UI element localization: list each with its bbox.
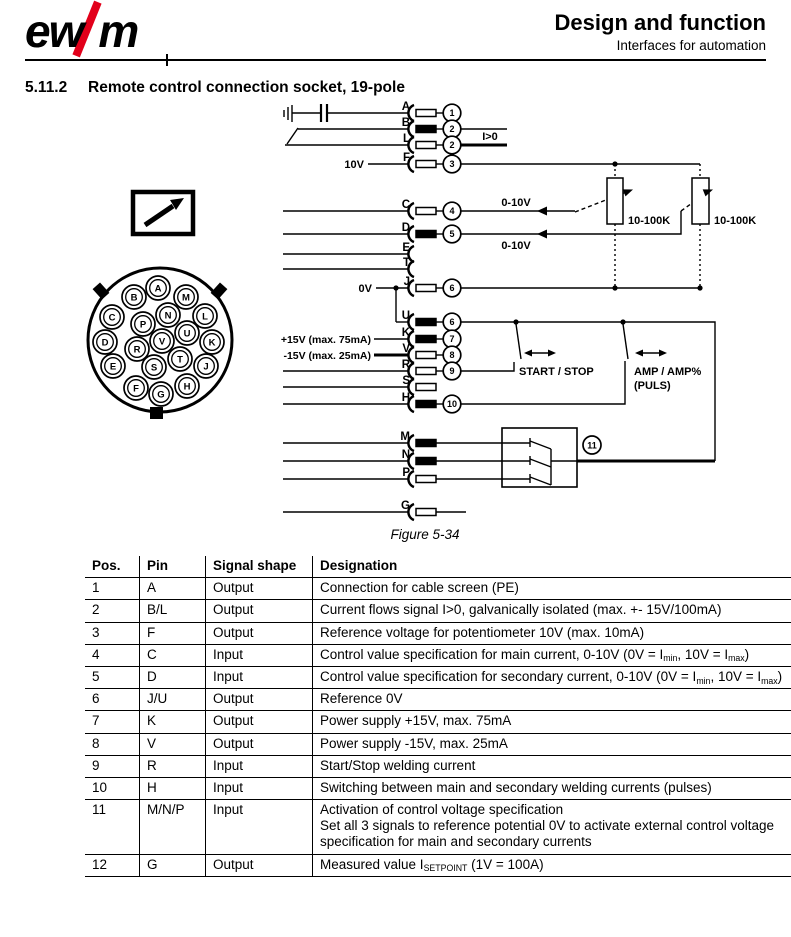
table-row xyxy=(85,644,791,666)
svg-text:M: M xyxy=(400,431,410,443)
cell-desig: Current flows signal I>0, galvanically isolated (max. +- 15V/100mA) xyxy=(313,600,791,622)
socket-pin-F xyxy=(124,376,148,400)
svg-text:V: V xyxy=(158,336,166,348)
label-amp: AMP / AMP% xyxy=(634,366,702,378)
potentiometer-2 xyxy=(692,178,709,224)
svg-text:10: 10 xyxy=(446,399,458,410)
cell-shape: Output xyxy=(206,854,313,876)
cell-pos: 5 xyxy=(85,666,140,688)
page-title: Design and function xyxy=(554,10,766,35)
svg-text:2: 2 xyxy=(449,124,455,135)
diagram-pin-D xyxy=(402,222,461,243)
cell-desig: Switching between main and secondary welding currents (pulses) xyxy=(313,777,791,799)
col-header-pos: Pos. xyxy=(85,556,140,578)
cell-shape: Input xyxy=(206,644,313,666)
socket-pin-B xyxy=(122,285,146,309)
table-row xyxy=(85,622,791,644)
label-current-flow: I>0 xyxy=(482,131,498,143)
relay-number: 11 xyxy=(587,440,597,451)
socket-pin-K xyxy=(200,330,224,354)
socket-pin-J xyxy=(194,354,218,378)
diagram-pin-G xyxy=(401,500,436,520)
col-header-pin: Pin xyxy=(140,556,206,578)
svg-text:C: C xyxy=(108,312,116,324)
label-0-10v-secondary: 0-10V xyxy=(501,240,531,252)
cell-pos: 1 xyxy=(85,578,140,600)
svg-text:9: 9 xyxy=(449,366,455,377)
cell-pin: A xyxy=(140,578,206,600)
header-rule xyxy=(25,59,766,61)
svg-text:K: K xyxy=(208,337,216,349)
cell-pin: J/U xyxy=(140,689,206,711)
logo-text-m: m xyxy=(98,5,138,57)
cell-desig: Power supply -15V, max. 25mA xyxy=(313,733,791,755)
svg-text:1: 1 xyxy=(449,108,455,119)
socket-pin-E xyxy=(101,354,125,378)
socket-pin-N xyxy=(156,303,180,327)
socket-pin-P xyxy=(131,312,155,336)
cell-pin: F xyxy=(140,622,206,644)
svg-text:2: 2 xyxy=(449,140,455,151)
svg-text:T: T xyxy=(402,257,410,269)
cell-pos: 9 xyxy=(85,755,140,777)
page-subtitle: Interfaces for automation xyxy=(616,38,766,53)
svg-text:S: S xyxy=(150,362,158,374)
diagram-pin-J xyxy=(404,276,461,297)
cell-shape: Output xyxy=(206,622,313,644)
svg-text:F: F xyxy=(402,152,410,164)
svg-text:6: 6 xyxy=(449,317,455,328)
svg-text:4: 4 xyxy=(449,206,455,217)
label-minus15: -15V (max. 25mA) xyxy=(283,350,371,362)
cell-shape: Output xyxy=(206,578,313,600)
socket-pin-U xyxy=(175,321,199,345)
figure-5-34 xyxy=(0,95,791,545)
svg-text:R: R xyxy=(133,344,141,356)
socket-front-view xyxy=(88,268,232,419)
cell-pos: 11 xyxy=(85,800,140,855)
table-row xyxy=(85,711,791,733)
cell-shape: Input xyxy=(206,800,313,855)
section-number: 5.11.2 xyxy=(25,79,68,96)
svg-text:L: L xyxy=(202,311,208,323)
cell-pos: 7 xyxy=(85,711,140,733)
cell-pos: 3 xyxy=(85,622,140,644)
cell-shape: Input xyxy=(206,666,313,688)
label-0v: 0V xyxy=(358,283,372,295)
cell-desig: Reference 0V xyxy=(313,689,791,711)
table-row xyxy=(85,689,791,711)
svg-text:D: D xyxy=(101,337,109,349)
svg-text:U: U xyxy=(401,310,410,322)
logo-text-ew: ew xyxy=(25,5,83,57)
svg-text:J: J xyxy=(203,361,209,373)
socket-pin-T xyxy=(168,347,192,371)
table-row xyxy=(85,733,791,755)
svg-text:J: J xyxy=(403,276,410,288)
cell-pos: 4 xyxy=(85,644,140,666)
table-row xyxy=(85,800,791,855)
cell-pin: M/N/P xyxy=(140,800,206,855)
svg-text:M: M xyxy=(182,292,190,304)
diagram-pin-K xyxy=(402,327,461,348)
relay-box xyxy=(502,428,577,487)
ewm-logo xyxy=(25,2,155,60)
col-header-signal-shape: Signal shape xyxy=(206,556,313,578)
cell-shape: Output xyxy=(206,600,313,622)
diagram-pin-M xyxy=(400,431,436,451)
svg-text:3: 3 xyxy=(449,159,455,170)
label-plus15: +15V (max. 75mA) xyxy=(280,334,371,346)
svg-text:A: A xyxy=(154,283,162,295)
cell-desig: Start/Stop welding current xyxy=(313,755,791,777)
svg-text:A: A xyxy=(401,101,410,113)
cell-pos: 2 xyxy=(85,600,140,622)
label-0-10v-main: 0-10V xyxy=(501,197,531,209)
table-row xyxy=(85,777,791,799)
svg-text:B: B xyxy=(130,292,138,304)
table-row xyxy=(85,755,791,777)
svg-text:C: C xyxy=(401,199,410,211)
label-start-stop: START / STOP xyxy=(519,366,594,378)
diagram-pin-F xyxy=(403,152,461,173)
diagram-pin-U xyxy=(402,310,461,331)
label-pot2: 10-100K xyxy=(714,215,757,227)
diagram-pin-C xyxy=(402,199,461,220)
cell-pin: H xyxy=(140,777,206,799)
label-10v: 10V xyxy=(344,159,364,171)
label-pot1: 10-100K xyxy=(628,215,671,227)
socket-pin-A xyxy=(146,276,170,300)
cell-shape: Output xyxy=(206,733,313,755)
figure-caption: Figure 5-34 xyxy=(390,527,460,542)
cell-desig: Power supply +15V, max. 75mA xyxy=(313,711,791,733)
cell-pos: 10 xyxy=(85,777,140,799)
svg-text:U: U xyxy=(183,328,191,340)
svg-text:6: 6 xyxy=(449,283,455,294)
cell-desig: Control value specification for secondary current, 0-10V ($0V = I_{min}$, $10V = I_{max}$) xyxy=(313,666,791,688)
socket-pin-M xyxy=(174,285,198,309)
svg-text:K: K xyxy=(401,327,410,339)
cell-pin: B/L xyxy=(140,600,206,622)
cell-pin: V xyxy=(140,733,206,755)
svg-text:N: N xyxy=(401,449,410,461)
svg-text:5: 5 xyxy=(449,229,455,240)
svg-text:G: G xyxy=(401,500,410,512)
socket-tab-bottom xyxy=(150,407,163,419)
cell-shape: Input xyxy=(206,755,313,777)
socket-pin-H xyxy=(175,374,199,398)
header-rule-tick xyxy=(166,54,168,66)
svg-text:H: H xyxy=(183,381,191,393)
cell-pin: D xyxy=(140,666,206,688)
socket-pin-S xyxy=(142,355,166,379)
cell-pos: 8 xyxy=(85,733,140,755)
svg-text:R: R xyxy=(401,359,410,371)
svg-text:L: L xyxy=(402,133,410,145)
cell-desig: Reference voltage for potentiometer 10V (max. 10mA) xyxy=(313,622,791,644)
table-row xyxy=(85,666,791,688)
cell-pin: G xyxy=(140,854,206,876)
cell-pin: K xyxy=(140,711,206,733)
svg-text:E: E xyxy=(109,361,117,373)
cell-desig: Connection for cable screen (PE) xyxy=(313,578,791,600)
svg-text:V: V xyxy=(402,343,410,355)
section-title: Remote control connection socket, 19-pole xyxy=(88,79,405,96)
socket-pin-V xyxy=(150,329,174,353)
svg-text:F: F xyxy=(133,383,139,395)
svg-text:E: E xyxy=(402,242,410,254)
cell-pos: 6 xyxy=(85,689,140,711)
cell-desig: Activation of control voltage specification Set all 3 signals to reference potential 0V to activate external control voltage specification for main and secondary currents xyxy=(313,800,791,855)
socket-pin-R xyxy=(125,337,149,361)
svg-text:B: B xyxy=(401,117,410,129)
cell-shape: Output xyxy=(206,689,313,711)
label-puls: (PULS) xyxy=(634,380,671,392)
socket-pin-G xyxy=(149,382,173,406)
svg-text:S: S xyxy=(402,375,410,387)
diagram-pin-P xyxy=(402,467,436,487)
diagram-pin-A xyxy=(402,101,461,122)
svg-text:D: D xyxy=(401,222,410,234)
diagram-pin-N xyxy=(402,449,436,469)
cell-desig: Control value specification for main current, 0-10V ($0V = I_{min}$, $10V = I_{max}$) xyxy=(313,644,791,666)
svg-text:T: T xyxy=(177,354,183,366)
pin-table xyxy=(85,556,791,877)
cell-pin: R xyxy=(140,755,206,777)
cell-pos: 12 xyxy=(85,854,140,876)
svg-text:G: G xyxy=(157,389,165,401)
junction-dots xyxy=(393,161,702,324)
table-row xyxy=(85,854,791,876)
svg-text:P: P xyxy=(139,319,147,331)
cell-shape: Input xyxy=(206,777,313,799)
cell-desig: Measured value $I_{SETPOINT}$ (1V = 100A) xyxy=(313,854,791,876)
socket-pin-C xyxy=(100,305,124,329)
svg-text:N: N xyxy=(164,310,172,322)
col-header-designation: Designation xyxy=(313,556,791,578)
svg-text:7: 7 xyxy=(449,334,455,345)
socket-pin-D xyxy=(93,330,117,354)
potentiometer-1 xyxy=(607,178,623,224)
cell-pin: C xyxy=(140,644,206,666)
table-row xyxy=(85,578,791,600)
svg-text:8: 8 xyxy=(449,350,455,361)
remote-control-icon xyxy=(133,192,193,234)
table-header-row xyxy=(85,556,791,578)
diagram-pins xyxy=(400,101,460,520)
socket-pin-L xyxy=(193,304,217,328)
table-row xyxy=(85,600,791,622)
svg-text:P: P xyxy=(402,467,410,479)
cell-shape: Output xyxy=(206,711,313,733)
svg-text:H: H xyxy=(401,392,410,404)
diagram-pin-H xyxy=(402,392,461,413)
